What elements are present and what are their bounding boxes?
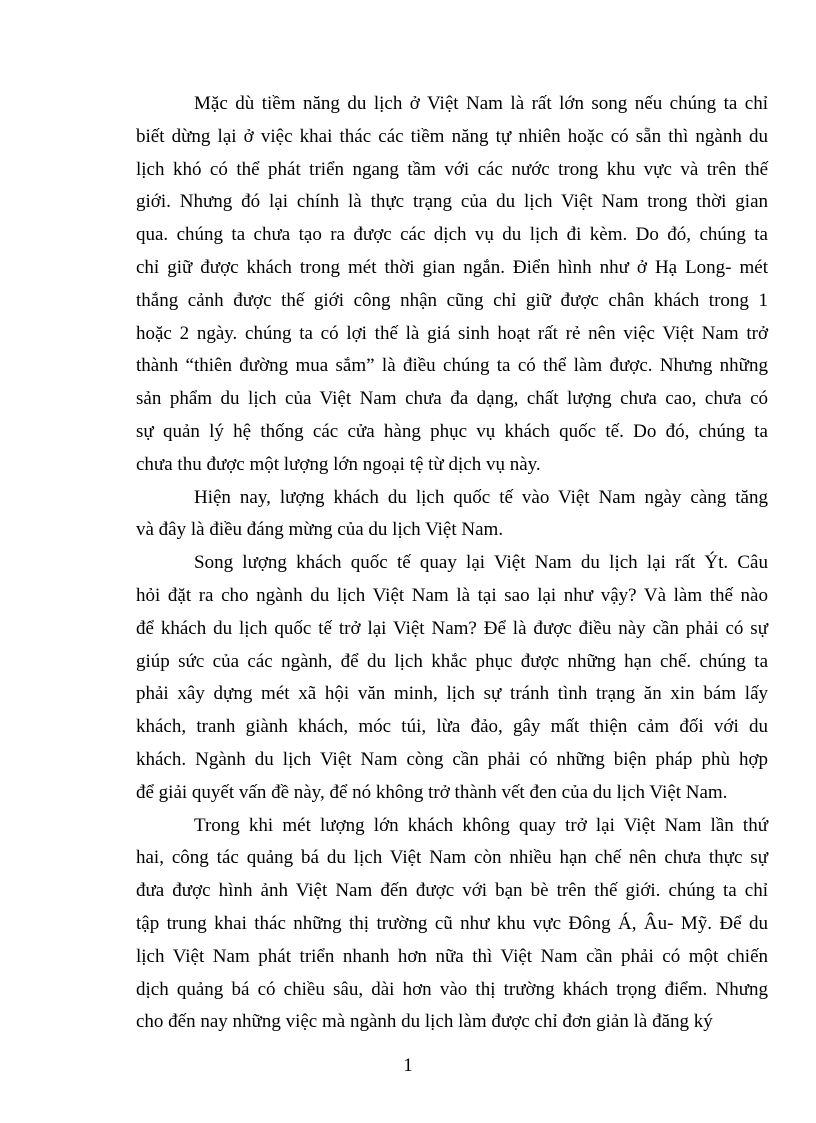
text-line: sự quản lý hệ thống các cửa hàng phục vụ khách quốc tế. Do đó, chúng ta [136, 420, 768, 442]
text-line: hỏi đặt ra cho ngành du lịch Việt Nam là tại sao lại như vậy? Và làm thế nào [136, 584, 768, 606]
text-line: và đây là điều đáng mừng của du lịch Việt Nam. [136, 519, 504, 541]
text-line: hai, công tác quảng bá du lịch Việt Nam còn nhiều hạn chế nên chưa thực sự [136, 847, 768, 869]
text-line: cho đến nay những việc mà ngành du lịch làm được chỉ đơn giản là đăng ký [136, 1011, 713, 1033]
paragraph [136, 482, 768, 548]
document-body [136, 88, 768, 1039]
text-line: lịch khó có thể phát triển ngang tầm với các nước trong khu vực và trên thế [136, 158, 768, 180]
text-line: thắng cảnh được thế giới công nhận cũng chỉ giữ được chân khách trong 1 [136, 289, 768, 311]
paragraph [136, 810, 768, 1040]
paragraph [136, 88, 768, 482]
text-line: giúp sức của các ngành, để du lịch khắc phục được những hạn chế. chúng ta [136, 650, 768, 672]
text-line: dịch quảng bá có chiều sâu, dài hơn vào thị trường khách trọng điểm. Nhưng [136, 978, 768, 1000]
text-line: Trong khi mét lượng lớn khách không quay trở lại Việt Nam lần thứ [194, 814, 768, 836]
text-line: lịch Việt Nam phát triển nhanh hơn nữa thì Việt Nam cần phải có một chiến [136, 945, 768, 967]
paragraph [136, 547, 768, 809]
text-line: để khách du lịch quốc tế trở lại Việt Nam? Để là được điều này cần phải có sự [136, 617, 768, 639]
text-line: Hiện nay, lượng khách du lịch quốc tế vào Việt Nam ngày càng tăng [194, 486, 768, 508]
text-line: để giải quyết vấn đề này, để nó không trở thành vết đen của du lịch Việt Nam. [136, 781, 728, 803]
text-line: khách. Ngành du lịch Việt Nam còng cần phải có những biện pháp phù hợp [136, 748, 768, 770]
text-line: hoặc 2 ngày. chúng ta có lợi thế là giá sinh hoạt rất rẻ nên việc Việt Nam trở [136, 322, 768, 344]
page-number: 1 [403, 1055, 413, 1076]
text-line: chưa thu được một lượng lớn ngoại tệ từ dịch vụ này. [136, 453, 541, 475]
text-line: phải xây dựng mét xã hội văn minh, lịch sự tránh tình trạng ăn xin bám lấy [136, 683, 768, 705]
text-line: đưa được hình ảnh Việt Nam đến được với bạn bè trên thế giới. chúng ta chỉ [136, 880, 768, 902]
text-line: biết dừng lại ở việc khai thác các tiềm năng tự nhiên hoặc có sẵn thì ngành du [136, 125, 768, 147]
text-line: tập trung khai thác những thị trường cũ như khu vực Đông Á, Âu- Mỹ. Để du [136, 912, 768, 934]
text-line: qua. chúng ta chưa tạo ra được các dịch vụ du lịch đi kèm. Do đó, chúng ta [136, 224, 768, 246]
text-line: thành “thiên đường mua sắm” là điều chúng ta có thể làm được. Nhưng những [136, 355, 768, 377]
text-line: Song lượng khách quốc tế quay lại Việt Nam du lịch lại rất Ýt. Câu [194, 552, 768, 574]
text-line: khách, tranh giành khách, móc túi, lừa đảo, gây mất thiện cảm đối với du [136, 716, 768, 738]
text-line: giới. Nhưng đó lại chính là thực trạng của du lịch Việt Nam trong thời gian [136, 191, 768, 213]
text-line: Mặc dù tiềm năng du lịch ở Việt Nam là rất lớn song nếu chúng ta chỉ [194, 93, 768, 114]
text-line: sản phẩm du lịch của Việt Nam chưa đa dạng, chất lượng chưa cao, chưa có [136, 388, 768, 410]
text-line: chỉ giữ được khách trong mét thời gian ngắn. Điển hình như ở Hạ Long- mét [136, 256, 768, 278]
